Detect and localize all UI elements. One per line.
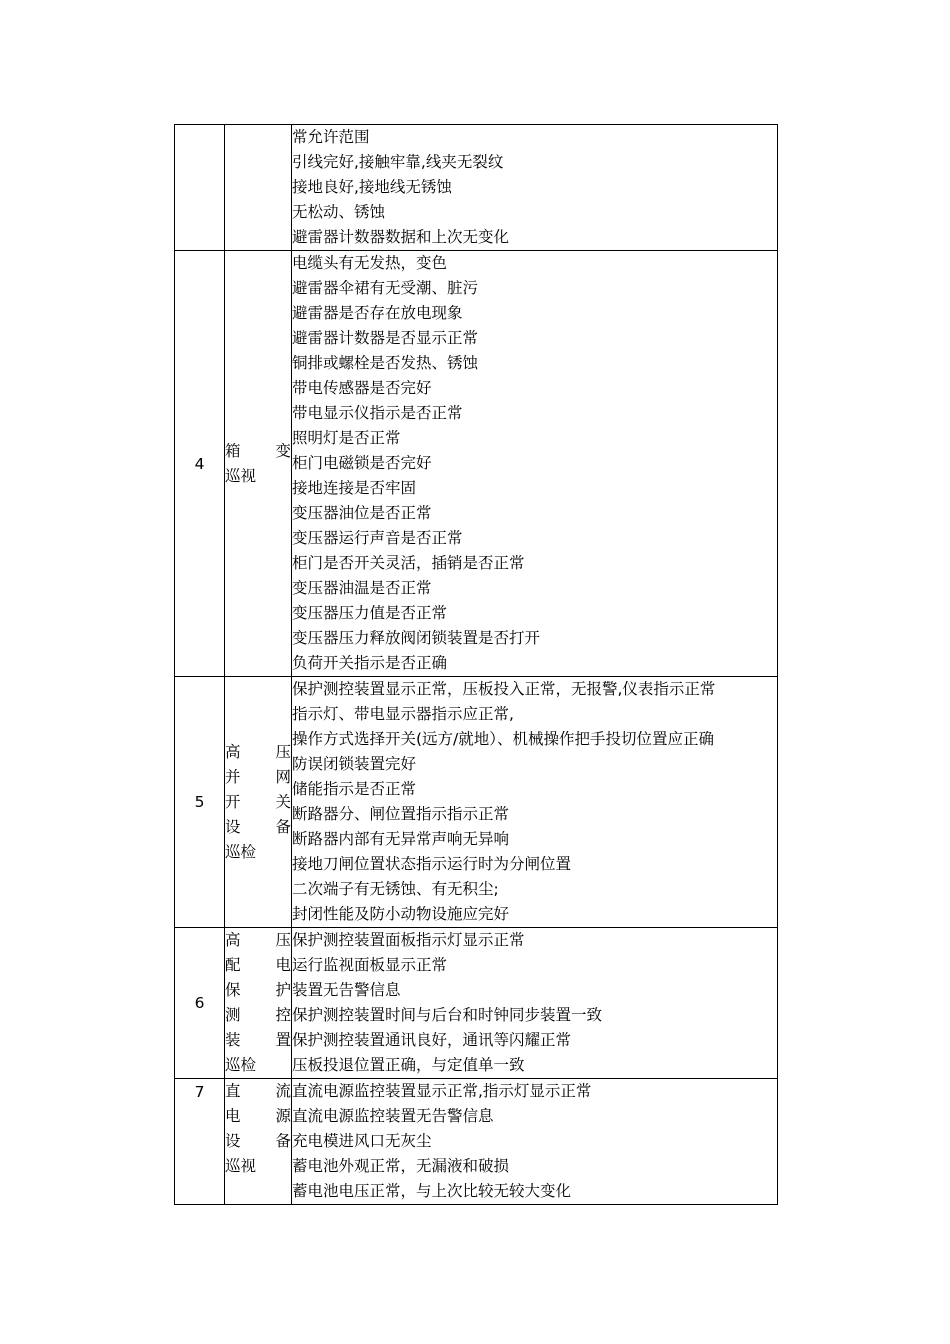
inspection-item: 二次端子有无锈蚀、有无积尘; xyxy=(292,880,499,898)
table-row-continued xyxy=(175,125,778,251)
inspection-table-body xyxy=(175,125,778,1205)
inspection-item: 运行监视面板显示正常 xyxy=(292,956,448,974)
row-number: 5 xyxy=(175,677,225,928)
row-number: 7 xyxy=(175,1079,225,1205)
category-line: 保 护 xyxy=(225,981,291,999)
inspection-item: 铜排或螺栓是否发热、锈蚀 xyxy=(292,354,479,372)
category-line: 设 备 xyxy=(225,817,291,836)
inspection-item: 直流电源监控装置无告警信息 xyxy=(292,1107,494,1125)
category-line: 并 网 xyxy=(225,767,291,786)
category-line: 装 置 xyxy=(225,1031,291,1049)
inspection-item: 引线完好,接触牢靠,线夹无裂纹 xyxy=(292,153,504,171)
table-row-5 xyxy=(175,677,778,928)
category-line: 巡视 xyxy=(225,1157,257,1175)
category-line: 巡视 xyxy=(225,466,257,485)
inspection-item: 保护测控装置通讯良好，通讯等闪耀正常 xyxy=(292,1031,572,1049)
inspection-item: 保护测控装置时间与后台和时钟同步装置一致 xyxy=(292,1006,603,1024)
inspection-table xyxy=(174,124,778,1205)
category-line: 设 备 xyxy=(225,1132,291,1150)
inspection-item: 照明灯是否正常 xyxy=(292,429,401,447)
inspection-item: 变压器压力值是否正常 xyxy=(292,604,448,622)
row-category xyxy=(225,677,292,928)
inspection-item: 操作方式选择开关(远方/就地）、机械操作把手投切位置应正确 xyxy=(292,730,715,748)
inspection-item: 封闭性能及防小动物设施应完好 xyxy=(292,905,510,923)
inspection-item: 压板投退位置正确，与定值单一致 xyxy=(292,1056,525,1074)
row-category xyxy=(225,1079,292,1205)
inspection-item: 接地刀闸位置状态指示运行时为分闸位置 xyxy=(292,855,572,873)
inspection-item: 变压器运行声音是否正常 xyxy=(292,529,463,547)
inspection-item: 接地连接是否牢固 xyxy=(292,479,417,497)
row-number: 4 xyxy=(175,251,225,677)
row-items xyxy=(292,928,778,1079)
category-line: 配 电 xyxy=(225,956,291,974)
category-line: 直 流 xyxy=(225,1082,291,1100)
inspection-item: 断路器分、闸位置指示指示正常 xyxy=(292,805,510,823)
inspection-item: 避雷器是否存在放电现象 xyxy=(292,304,463,322)
inspection-item: 避雷器伞裙有无受潮、脏污 xyxy=(292,279,479,297)
inspection-item: 变压器油位是否正常 xyxy=(292,504,432,522)
inspection-item: 直流电源监控装置显示正常,指示灯显示正常 xyxy=(292,1082,592,1100)
inspection-item: 保护测控装置面板指示灯显示正常 xyxy=(292,931,525,949)
inspection-item: 接地良好,接地线无锈蚀 xyxy=(292,178,452,196)
category-line: 电 源 xyxy=(225,1107,291,1125)
inspection-item: 常允许范围 xyxy=(292,128,370,146)
inspection-item: 蓄电池电压正常，与上次比较无较大变化 xyxy=(292,1182,572,1200)
inspection-item: 负荷开关指示是否正确 xyxy=(292,654,448,672)
inspection-item: 断路器内部有无异常声响无异响 xyxy=(292,830,510,848)
category-line: 巡检 xyxy=(225,1056,257,1074)
table-row-4 xyxy=(175,251,778,677)
inspection-item: 指示灯、带电显示器指示应正常, xyxy=(292,705,514,723)
inspection-item: 带电显示仪指示是否正常 xyxy=(292,404,463,422)
inspection-item: 避雷器计数器数据和上次无变化 xyxy=(292,228,510,246)
table-row-6 xyxy=(175,928,778,1079)
category-line: 高 压 xyxy=(225,742,291,761)
inspection-item: 电缆头有无发热，变色 xyxy=(292,254,448,272)
row-items xyxy=(292,677,778,928)
category-line: 开 关 xyxy=(225,792,291,811)
category-line: 箱 变 xyxy=(225,441,291,460)
inspection-item: 柜门是否开关灵活，插销是否正常 xyxy=(292,554,525,572)
inspection-item: 充电模进风口无灰尘 xyxy=(292,1132,432,1150)
inspection-item: 装置无告警信息 xyxy=(292,981,401,999)
row-category xyxy=(225,251,292,677)
row-items xyxy=(292,251,778,677)
category-line: 巡检 xyxy=(225,842,257,861)
table-row-7 xyxy=(175,1079,778,1205)
inspection-item: 蓄电池外观正常，无漏液和破损 xyxy=(292,1157,510,1175)
row-category xyxy=(225,928,292,1079)
category-line: 高 压 xyxy=(225,931,291,949)
inspection-item: 储能指示是否正常 xyxy=(292,780,417,798)
category-line: 测 控 xyxy=(225,1006,291,1024)
inspection-item: 柜门电磁锁是否完好 xyxy=(292,454,432,472)
row-number xyxy=(175,125,225,251)
inspection-item: 保护测控装置显示正常，压板投入正常，无报警,仪表指示正常 xyxy=(292,680,716,698)
inspection-item: 避雷器计数器是否显示正常 xyxy=(292,329,479,347)
row-category xyxy=(225,125,292,251)
inspection-item: 变压器压力释放阀闭锁装置是否打开 xyxy=(292,629,541,647)
inspection-item: 防误闭锁装置完好 xyxy=(292,755,417,773)
inspection-item: 带电传感器是否完好 xyxy=(292,379,432,397)
row-items xyxy=(292,1079,778,1205)
row-items xyxy=(292,125,778,251)
inspection-item: 变压器油温是否正常 xyxy=(292,579,432,597)
inspection-item: 无松动、锈蚀 xyxy=(292,203,386,221)
row-number: 6 xyxy=(175,928,225,1079)
